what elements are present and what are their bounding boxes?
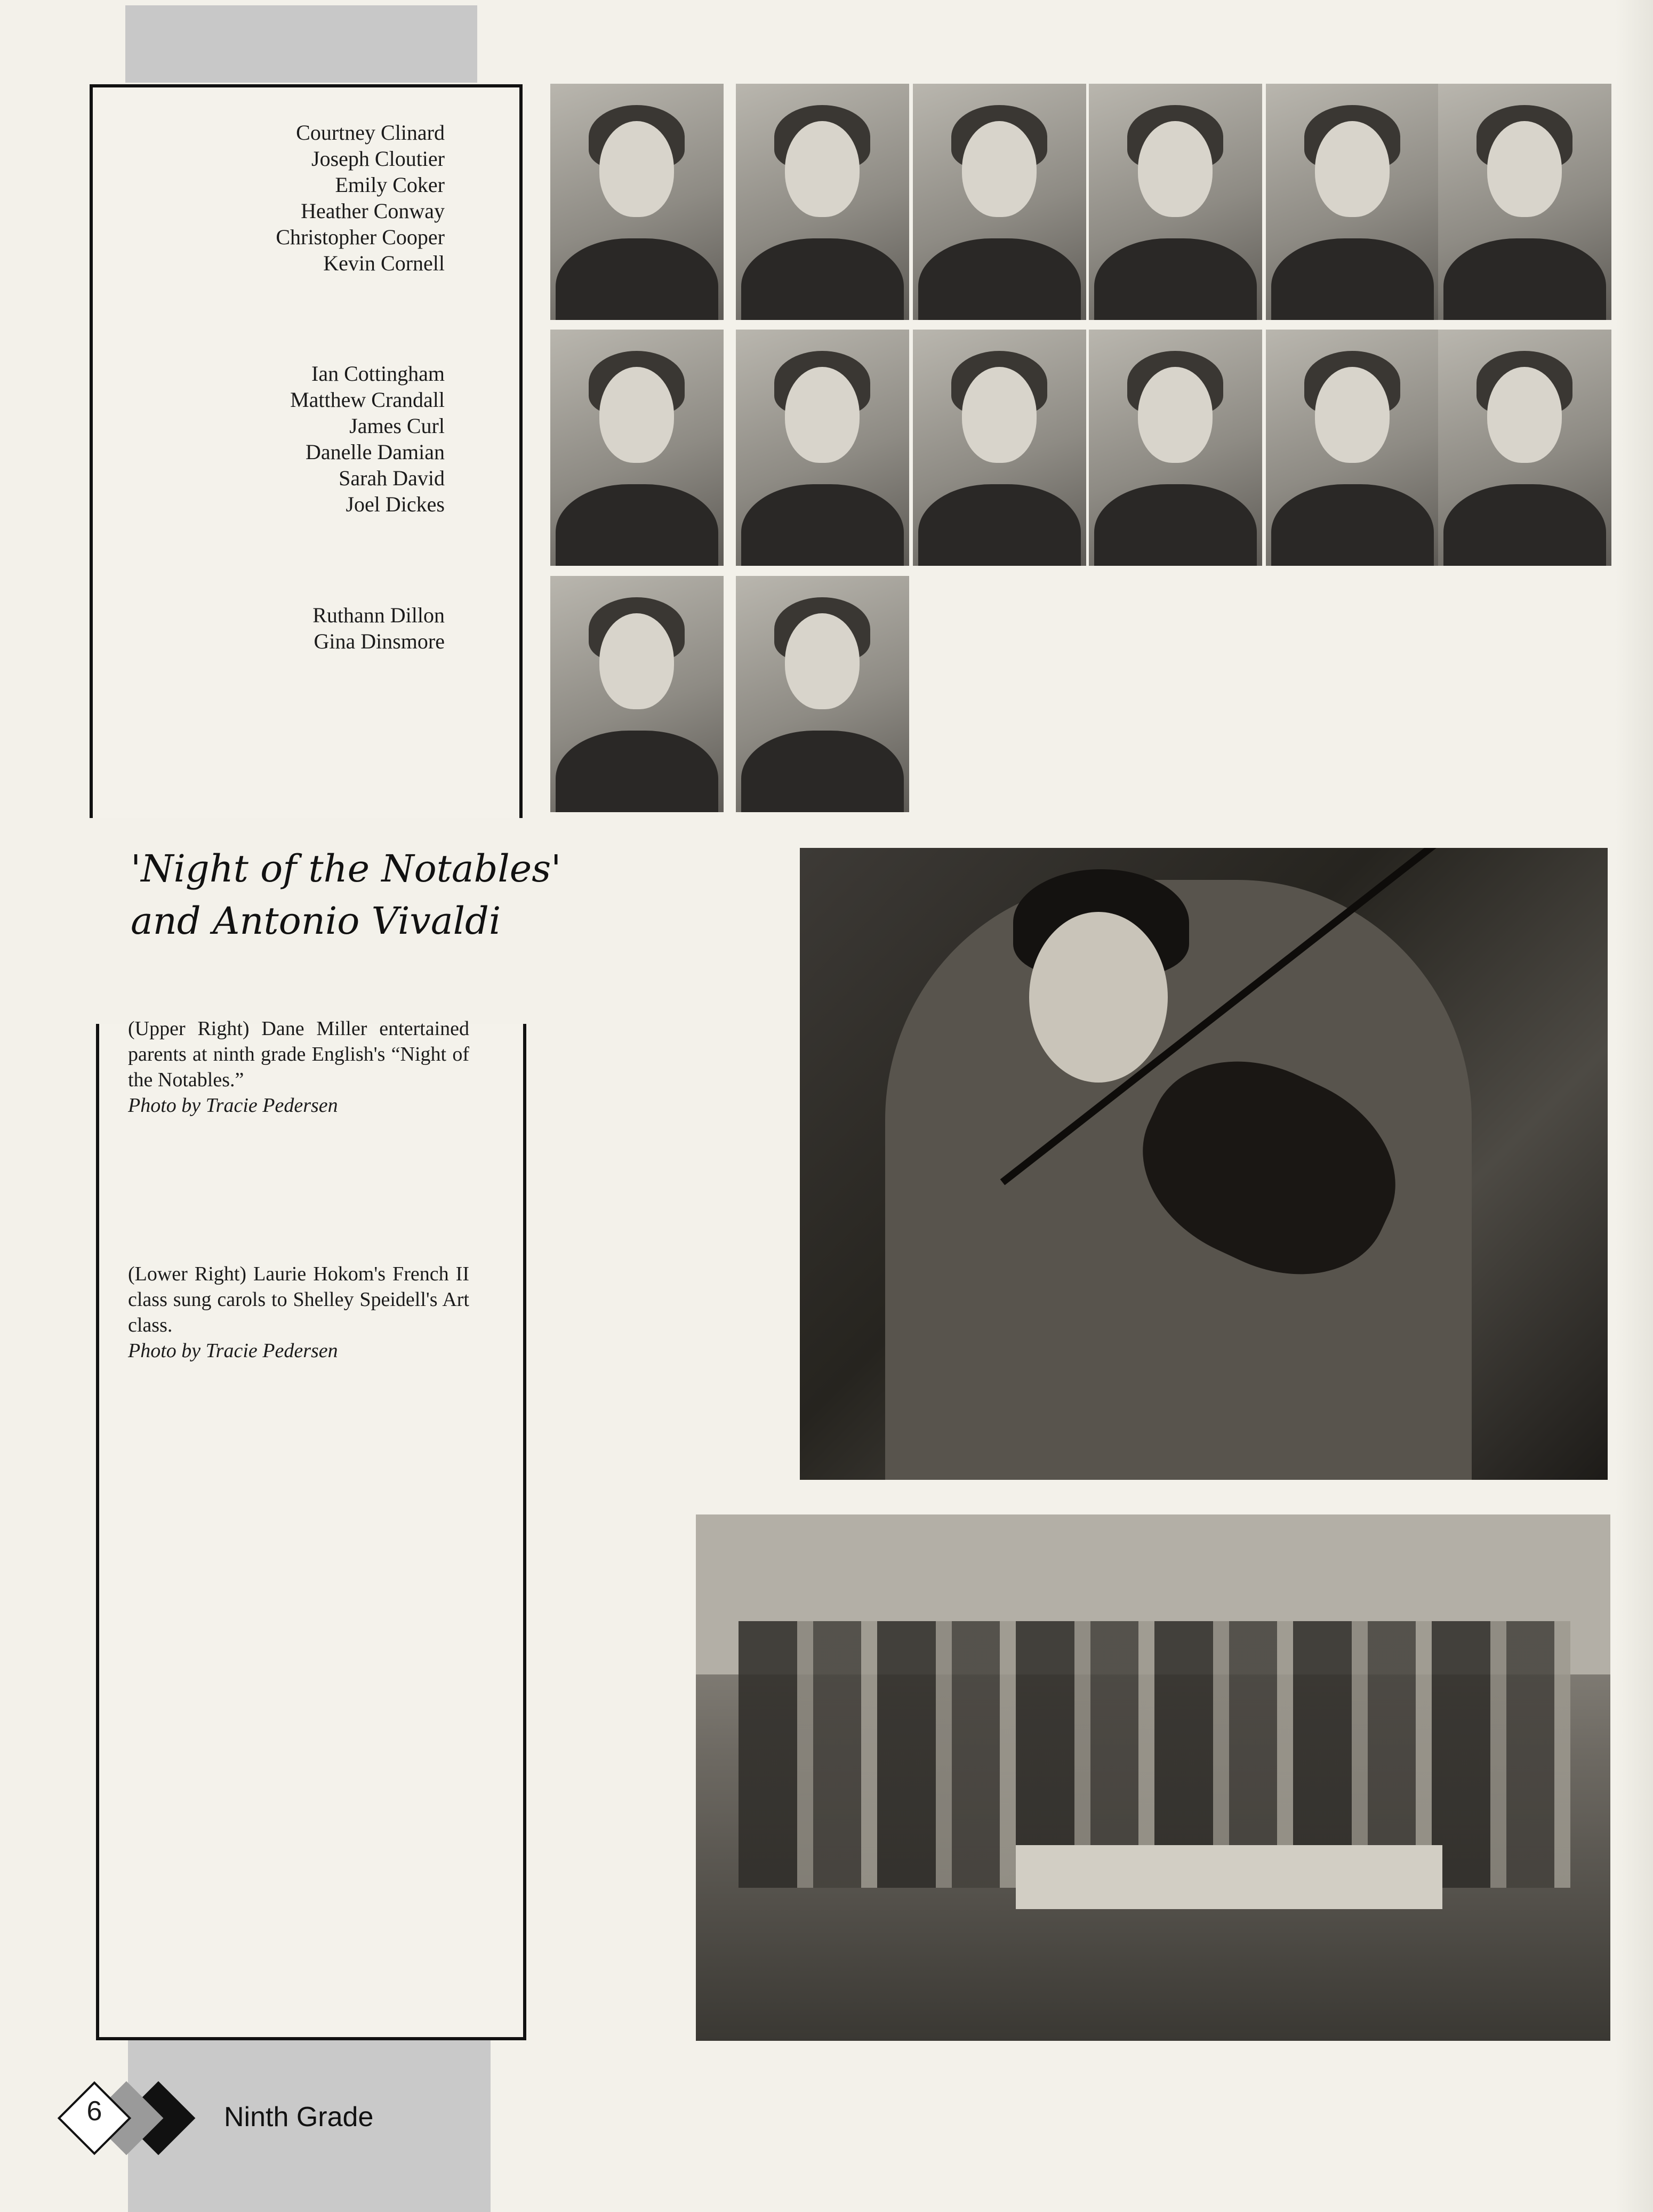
student-portrait — [913, 84, 1086, 320]
caption-lower-right — [128, 1261, 469, 1364]
name-list-row-3 — [125, 602, 445, 654]
student-name: Heather Conway — [301, 199, 445, 223]
page-edge — [1616, 0, 1653, 2212]
captions-frame — [96, 1024, 526, 2040]
student-portrait — [736, 84, 909, 320]
student-name: Ruthann Dillon — [312, 603, 445, 627]
student-name: Courtney Clinard — [296, 121, 445, 145]
name-list-row-1 — [125, 119, 445, 276]
student-name: Danelle Damian — [306, 440, 445, 464]
top-gray-band — [125, 5, 477, 83]
caption-text: (Upper Right) Dane Miller entertained parents at ninth grade English's “Night of the Notables.” — [128, 1017, 469, 1091]
student-portrait — [1438, 84, 1611, 320]
student-portrait — [1438, 330, 1611, 566]
caption-text: (Lower Right) Laurie Hokom's French II class sung carols to Shelley Speidell's Art class. — [128, 1263, 469, 1336]
student-portrait — [913, 330, 1086, 566]
student-name: Ian Cottingham — [311, 362, 445, 386]
student-name: Sarah David — [339, 466, 445, 490]
photo-credit: Photo by Tracie Pedersen — [128, 1340, 338, 1362]
student-portrait — [1266, 84, 1439, 320]
student-name: Kevin Cornell — [323, 251, 445, 275]
student-name: Christopher Cooper — [276, 225, 445, 249]
student-name: James Curl — [349, 414, 445, 438]
student-portrait — [1089, 330, 1262, 566]
student-portrait — [550, 576, 724, 812]
headline-line-1: 'Night of the Notables' — [131, 847, 561, 891]
student-name: Matthew Crandall — [290, 388, 445, 412]
headline-line-2: and Antonio Vivaldi — [131, 899, 501, 943]
student-name: Gina Dinsmore — [314, 629, 445, 653]
photo-credit: Photo by Tracie Pedersen — [128, 1094, 338, 1117]
section-name: Ninth Grade — [224, 2102, 374, 2133]
student-name: Joseph Cloutier — [311, 147, 445, 171]
student-portrait — [550, 330, 724, 566]
student-name: Emily Coker — [335, 173, 445, 197]
caroling-class-photo — [696, 1514, 1610, 2041]
names-frame — [90, 84, 523, 818]
violinist-photo — [800, 848, 1608, 1480]
student-portrait — [736, 576, 909, 812]
name-list-row-2 — [125, 360, 445, 517]
page-number: 6 — [86, 2096, 102, 2127]
student-portrait — [1266, 330, 1439, 566]
student-portrait — [736, 330, 909, 566]
feature-headline — [131, 843, 561, 947]
student-portrait — [1089, 84, 1262, 320]
student-name: Joel Dickes — [346, 492, 445, 516]
caption-upper-right — [128, 1016, 469, 1118]
student-portrait — [550, 84, 724, 320]
